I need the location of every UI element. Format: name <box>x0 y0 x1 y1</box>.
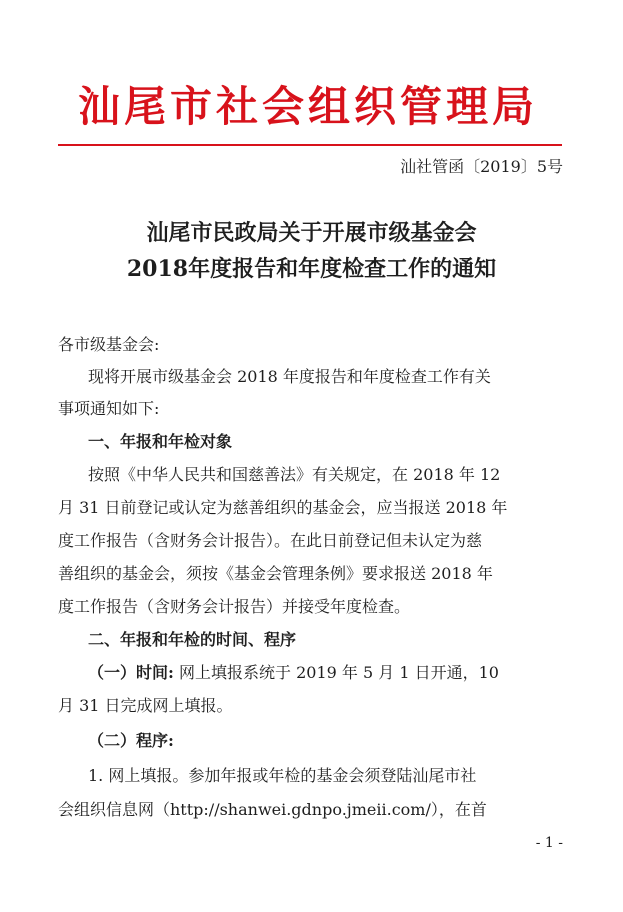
time-label: （一）时间: <box>88 663 174 682</box>
letterhead-divider <box>58 144 562 146</box>
title-line-1: 汕尾市民政局关于开展市级基金会 <box>146 220 477 246</box>
procedure-label: （二）程序: <box>88 731 174 750</box>
section-2-heading: 二、年报和年检的时间、程序 <box>88 630 297 649</box>
paragraph-line: 月 31 日完成网上填报。 <box>58 696 233 715</box>
section-1-heading: 一、年报和年检对象 <box>88 432 233 451</box>
paragraph-line: 月 31 日前登记或认定为慈善组织的基金会，应当报送 2018 年 <box>58 498 508 517</box>
page-number: - 1 - <box>535 835 563 851</box>
paragraph-line: 度工作报告（含财务会计报告）。在此日前登记但未认定为慈 <box>58 531 483 550</box>
title-line-2: 2018年度报告和年度检查工作的通知 <box>126 256 497 282</box>
time-text: 网上填报系统于 2019 年 5 月 1 日开通，10 <box>179 663 499 682</box>
time-paragraph <box>88 663 499 683</box>
paragraph-line: 按照《中华人民共和国慈善法》有关规定，在 2018 年 12 <box>88 465 501 484</box>
paragraph-line: 1. 网上填报。参加年报或年检的基金会须登陆汕尾市社 <box>88 766 477 785</box>
salutation: 各市级基金会: <box>58 335 160 354</box>
document-number: 汕社管函〔2019〕5号 <box>400 157 563 176</box>
intro-line: 现将开展市级基金会 2018 年度报告和年度检查工作有关 <box>88 367 491 386</box>
paragraph-line: 善组织的基金会，须按《基金会管理条例》要求报送 2018 年 <box>58 564 493 583</box>
paragraph-line: 度工作报告（含财务会计报告）并接受年度检查。 <box>58 597 411 616</box>
intro-line: 事项通知如下: <box>58 399 160 418</box>
org-letterhead: 汕尾市社会组织管理局 <box>77 82 538 131</box>
paragraph-line: 会组织信息网（http://shanwei.gdnpo.jmeii.com/），在首 <box>58 800 487 819</box>
